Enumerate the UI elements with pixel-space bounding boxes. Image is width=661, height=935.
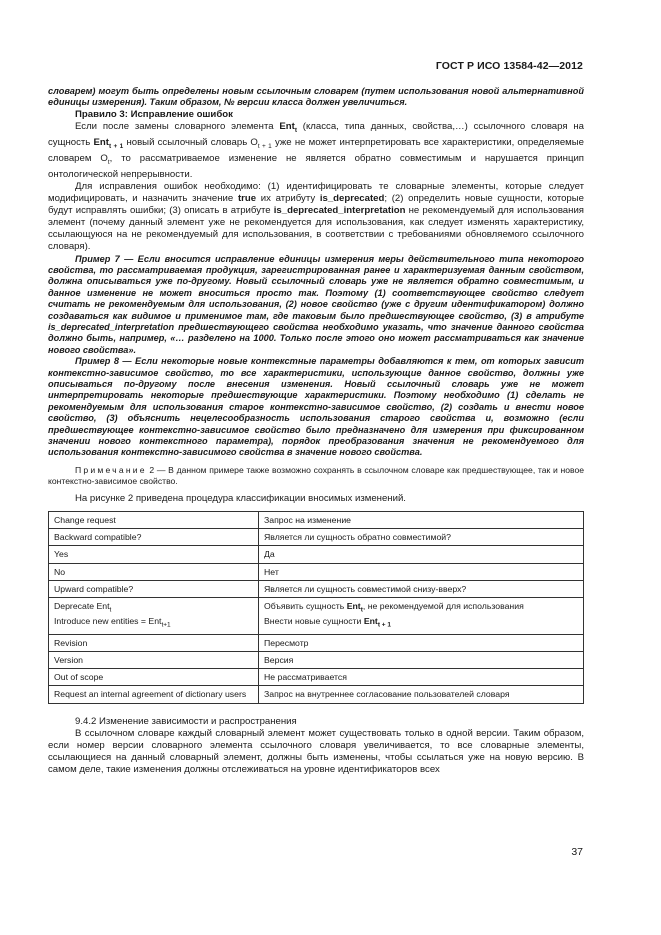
deprecate-cell-ru: Объявить сущность Ent$_t$, не рекомендуемой для использования Внести новые сущности Ent$_{t + 1}$ bbox=[259, 597, 584, 634]
page-content bbox=[48, 86, 584, 776]
rule3-paragraph-1: Если после замены словарного элемента Ent$_t$ (класса, типа данных, свойства,…) ссылочного словаря на сущность Ent$_{t + 1}$ новый ссылочный словарь $O_{t + 1}$ уже не может интерпретировать все характеристики, определяемые словарем $O_t$, то рассматриваемое изменение не является обратно совместимым и нарушается принцип онтологической непрерывности. bbox=[48, 120, 585, 180]
table-row: Upward compatible? Является ли сущность совместимой снизу-вверх? bbox=[49, 580, 584, 597]
document-header: ГОСТ Р ИСО 13584-42—2012 bbox=[435, 60, 583, 72]
translation-table bbox=[48, 511, 584, 704]
deprecate-cell-en: Deprecate Ent$_t$ Introduce new entities = Ent$_{t+1}$ bbox=[49, 597, 259, 634]
table-row: Request an internal agreement of dictionary users Запрос на внутреннее согласование пользователей словаря bbox=[49, 686, 584, 703]
table-row: Backward compatible? Является ли сущность обратно совместимой? bbox=[49, 529, 584, 546]
note-2: Примечание 2 — В данном примере также возможно сохранять в ссылочном словаре как предшествующее, так и новое контекстно-зависимое свойство. bbox=[48, 464, 584, 486]
figure-intro: На рисунке 2 приведена процедура классификации вносимых изменений. bbox=[75, 492, 406, 504]
section-9-4-2-title: 9.4.2 Изменение зависимости и распространения bbox=[75, 715, 297, 727]
table-row: Version Версия bbox=[49, 652, 584, 669]
table-row: Change request Запрос на изменение bbox=[49, 511, 584, 528]
example-7: Пример 7 — Если вносится исправление единицы измерения меры действительного типа некоторого свойства, то рассматриваемая продукция, зарегистрированная ранее и характеризуемая данным свойством, должна описываться уже по-другому. Новый ссылочный словарь уже не является обратно совместимым, и данное изменение не может вноситься просто так. Поэтому (1) соответствующее свойство следует считать не рекомендуемым для использования, (2) новое свойство (уже с другим идентификатором) должно создаваться как видимое и применимое там, где таковым было предшествующее свойство, (3) в атрибуте is_deprecated_interpretation предшествующего свойства необходимо указать, что значение данного свойства должно быть, например, «… разделено на 1000. Только после этого оно может рассматриваться как значение нового свойства». bbox=[48, 253, 584, 355]
table-row: Revision Пересмотр bbox=[49, 634, 584, 651]
table-row: Out of scope Не рассматривается bbox=[49, 669, 584, 686]
table-row: Yes Да bbox=[49, 546, 584, 563]
page-number: 37 bbox=[571, 846, 583, 858]
section-9-4-2-text: В ссылочном словаре каждый словарный элемент может существовать только в одной версии. Таким образом, если номер версии словарного элемента ссылочного словаря увеличивается, то все словарные элементы, ссылающиеся на данный словарный элемент, должны быть изменены, чтобы ссылаться уже на новую версию. В самом деле, такие изменения должны отслеживаться на уровне идентификаторов всех bbox=[48, 727, 584, 776]
rule3-paragraph-2: Для исправления ошибок необходимо: (1) идентифицировать те словарные элементы, которые следует модифицировать, и назначить значение true их атрибуту is_deprecated; (2) определить новые сущности, которые будут исправлять ошибки; (3) описать в атрибуте is_deprecated_interpretation не рекомендуемый для использования элемент (почему данный элемент уже не рекомендуется для использования, как следует изменять характеристику, ссылающуюся на не рекомендуемый для использования, в соответствии с требованиями обновляемого ссылочного словаря). bbox=[48, 181, 585, 253]
table-row: No Нет bbox=[49, 563, 584, 580]
example-8: Пример 8 — Если некоторые новые контекстные параметры добавляются к тем, от которых зависит контекстно-зависимое свойство, то все характеристики, использующие данное свойство, должны уже описываться по-другому после внесения изменения. Новый ссылочный словарь уже не может интерпретировать некоторые предшествующие характеристики. Поэтому необходимо (1) сделать не рекомендуемым для использования старое контекстно-зависимое свойство, (2) создать и внести новое свойство, (3) объяснить нецелесообразность использования старого свойства и, возможно (если предшествующее контекстно-зависимое свойство было предназначено для измерения при фиксированном значении нового контекстного параметра), порядок преобразования значения не рекомендуемого для использования контекстно-зависимого свойства в значение нового свойства. bbox=[48, 356, 584, 458]
top-paragraph: словарем) могут быть определены новым ссылочным словарем (путем использования новой альтернативной единицы измерения). Таким образом, № версии класса должен увеличиться. bbox=[48, 86, 584, 108]
table-row bbox=[49, 597, 584, 634]
rule3-title: Правило 3: Исправление ошибок bbox=[75, 108, 233, 120]
